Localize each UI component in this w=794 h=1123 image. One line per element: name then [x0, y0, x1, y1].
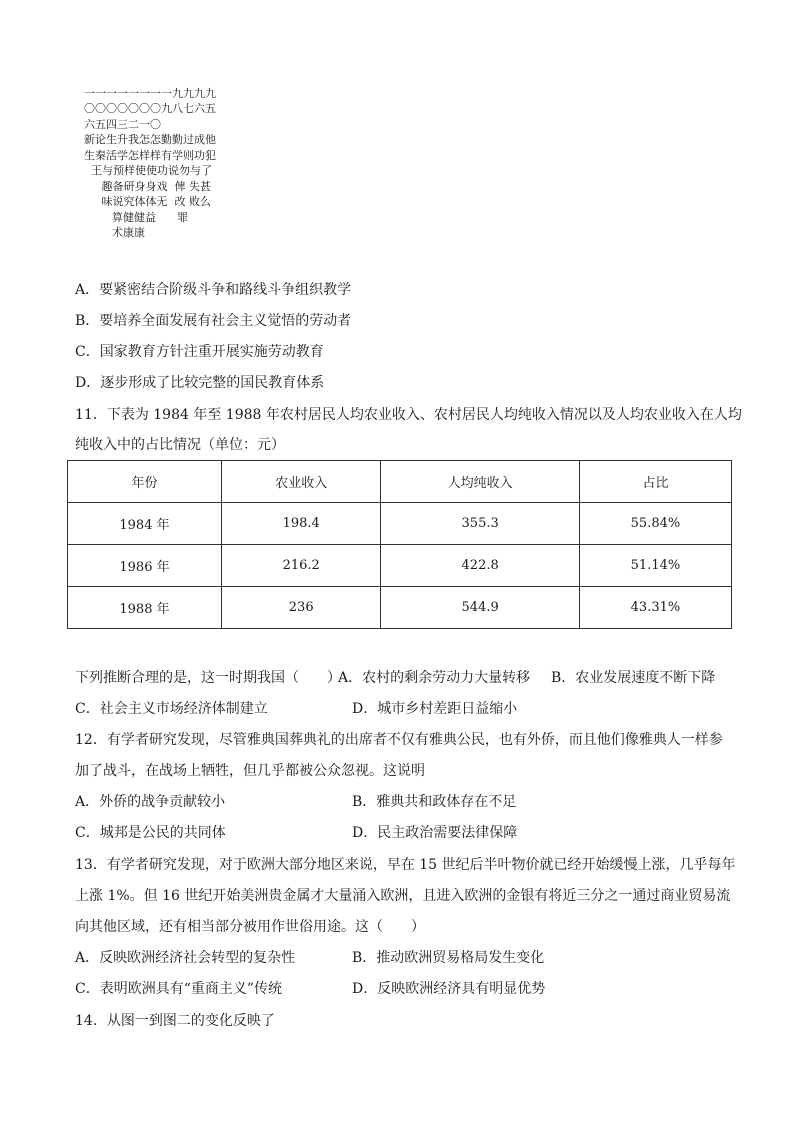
figure-row: 算健健益 罪 [84, 211, 188, 224]
q10-option-b: B．要培养全面发展有社会主义觉悟的劳动者 [75, 313, 352, 329]
vertical-text-figure [84, 86, 244, 246]
table-cell: 216.2 [222, 545, 381, 587]
q11-option-c: C．社会主义市场经济体制建立 [75, 701, 268, 717]
q13-option-c: C．表明欧洲具有“重商主义”传统 [75, 981, 283, 997]
table-header-cell: 人均纯收入 [381, 461, 579, 503]
figure-row: 六五四三二一〇 [84, 118, 161, 131]
table-cell: 198.4 [222, 503, 381, 545]
figure-row: 生秦活学怎样样有学则功犯 [84, 149, 216, 162]
table-cell: 51.14% [579, 545, 731, 587]
table-cell: 55.84% [579, 503, 731, 545]
q13-option-b: B．推动欧洲贸易格局发生变化 [352, 950, 545, 966]
q13-stem-line3: 向其他区域，还有相当部分被用作世俗用途。这（ ） [75, 919, 425, 935]
q11-option-a: A．农村的剩余劳动力大量转移 [338, 670, 531, 686]
q11-stem-line2: 纯收入中的占比情况（单位：元） [75, 437, 285, 453]
table-row [68, 545, 732, 587]
figure-row: 〇〇〇〇〇〇〇九八七六五 [84, 102, 216, 115]
q10-option-c: C．国家教育方针注重开展实施劳动教育 [75, 344, 324, 360]
q11-prompt: 下列推断合理的是，这一时期我国（ ） [75, 670, 341, 686]
table-cell: 544.9 [381, 587, 579, 629]
figure-row: 味说究体体无 改 败么 [84, 195, 211, 208]
income-table [67, 460, 732, 629]
q12-option-d: D．民主政治需要法律保障 [352, 825, 518, 841]
q12-option-b: B．雅典共和政体存在不足 [352, 794, 517, 810]
table-header-cell: 年份 [68, 461, 222, 503]
figure-row: 一一一一一一一一九九九九 [84, 87, 216, 100]
table-row [68, 503, 732, 545]
table-cell: 1986 年 [68, 545, 222, 587]
table-header-cell: 农业收入 [222, 461, 381, 503]
q13-option-a: A．反映欧洲经济社会转型的复杂性 [75, 950, 296, 966]
table-cell: 1988 年 [68, 587, 222, 629]
q12-option-a: A．外侨的战争贡献较小 [75, 794, 226, 810]
figure-row: 趣备研身身戏 俾 失甚 [84, 180, 211, 193]
q10-option-d: D．逐步形成了比较完整的国民教育体系 [75, 375, 325, 391]
table-cell: 1984 年 [68, 503, 222, 545]
table-header-row [68, 461, 732, 503]
q11-option-d: D．城市乡村差距日益缩小 [352, 701, 518, 717]
figure-row: 王与预样使使功说勿与了 [84, 164, 212, 177]
table-cell: 236 [222, 587, 381, 629]
q13-stem-line1: 13．有学者研究发现，对于欧洲大部分地区来说，早在 15 世纪后半叶物价就已经开始缓慢上涨，几乎每年 [75, 857, 736, 873]
q13-option-d: D．反映欧洲经济具有明显优势 [352, 981, 546, 997]
q13-stem-line2: 上涨 1%。但 16 世纪开始美洲贵金属才大量涌入欧洲，且进入欧洲的金银有将近三分之一通过商业贸易流 [75, 888, 731, 904]
table-cell: 43.31% [579, 587, 731, 629]
table-cell: 422.8 [381, 545, 579, 587]
q11-option-b: B．农业发展速度不断下降 [551, 670, 716, 686]
table-cell: 355.3 [381, 503, 579, 545]
q12-option-c: C．城邦是公民的共同体 [75, 825, 226, 841]
q10-option-a: A．要紧密结合阶级斗争和路线斗争组织教学 [75, 282, 352, 298]
q14-stem: 14．从图一到图二的变化反映了 [75, 1013, 275, 1029]
q11-stem-line1: 11．下表为 1984 年至 1988 年农村居民人均农业收入、农村居民人均纯收入情况以及人均农业收入在人均 [75, 407, 742, 423]
q12-stem-line1: 12．有学者研究发现，尽管雅典国葬典礼的出席者不仅有雅典公民，也有外侨，而且他们像雅典人一样参 [75, 732, 723, 748]
table-header-cell: 占比 [579, 461, 731, 503]
table-row [68, 587, 732, 629]
q12-stem-line2: 加了战斗，在战场上牺牲，但几乎都被公众忽视。这说明 [75, 763, 425, 779]
figure-row: 新论生升我怎怎勤勤过成他 [84, 133, 216, 146]
figure-row: 术康康 [84, 226, 145, 239]
